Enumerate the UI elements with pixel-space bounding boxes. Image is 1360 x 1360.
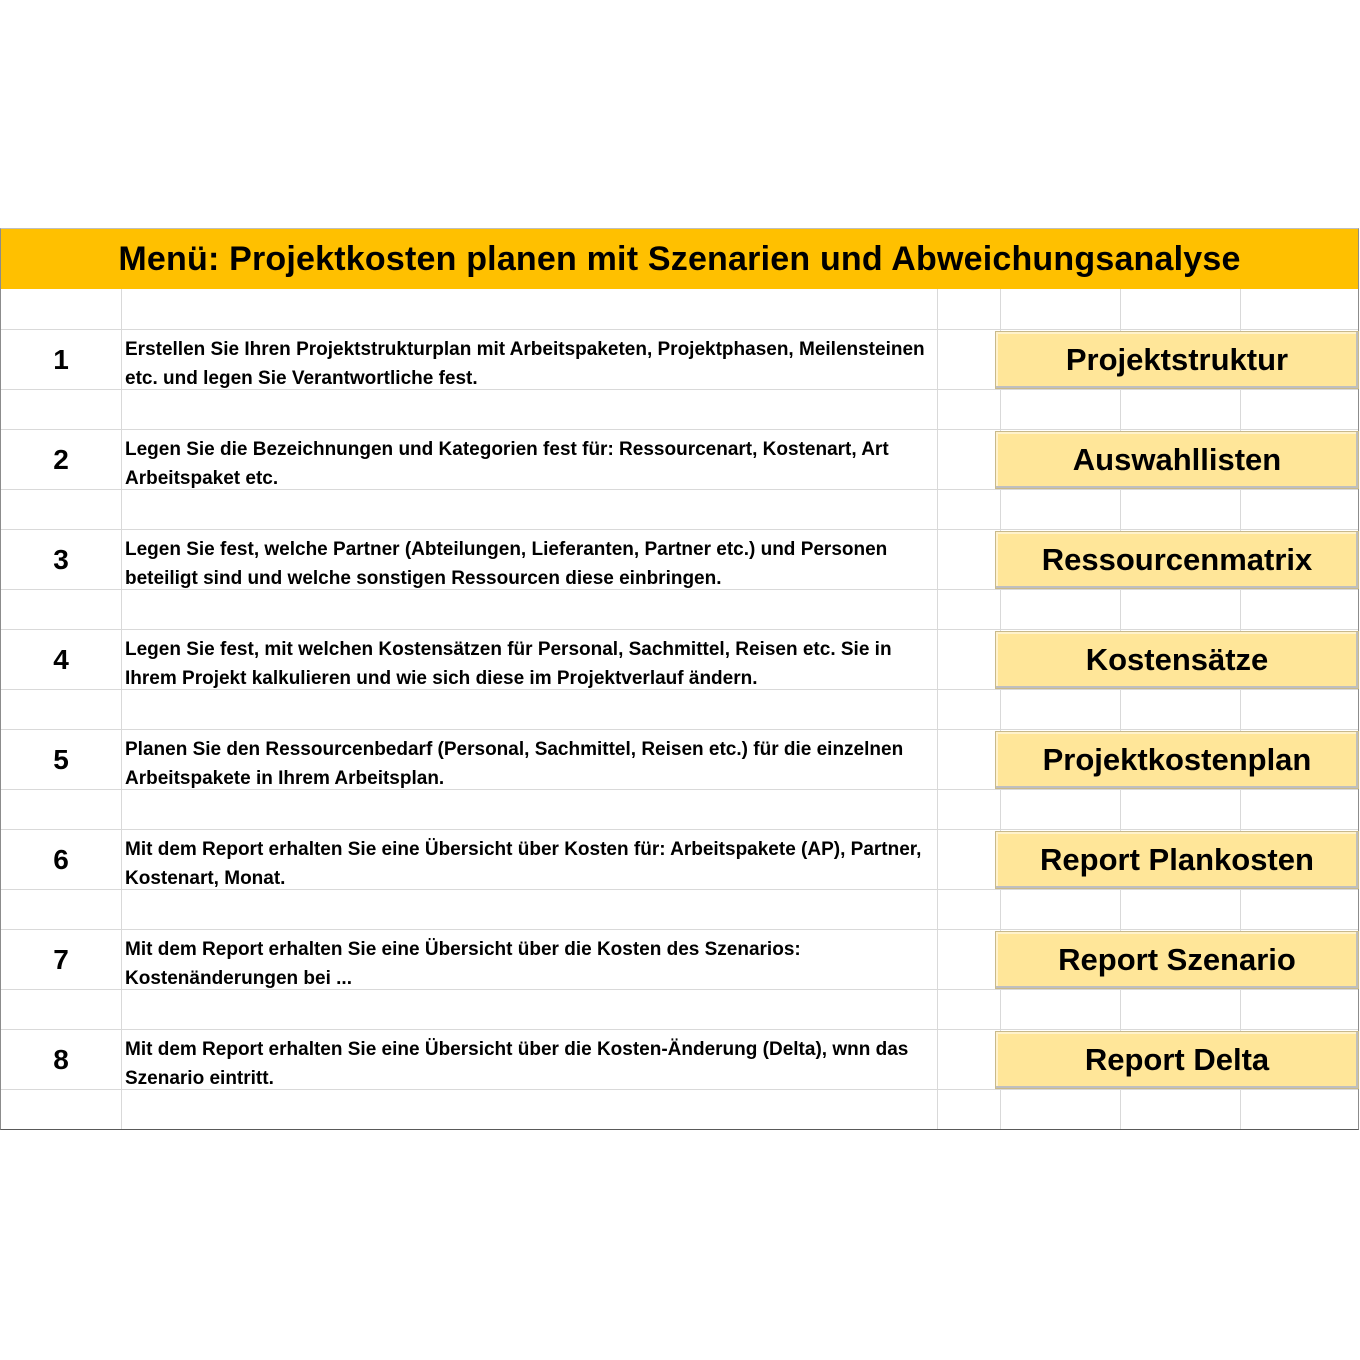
step-description: Planen Sie den Ressourcenbedarf (Personal, Sachmittel, Reisen etc.) für die einzelnen Arbeitspakete in Ihrem Arbeitsplan. — [125, 739, 904, 789]
report-plankosten-button[interactable]: Report Plankosten — [995, 831, 1359, 889]
gridline — [1240, 289, 1241, 1129]
menu-sheet — [0, 228, 1359, 1130]
step-row-7 — [1, 930, 1358, 990]
gridline — [1120, 289, 1121, 1129]
step-description: Legen Sie fest, welche Partner (Abteilungen, Lieferanten, Partner etc.) und Personen beteiligt sind und welche sonstigen Ressourcen diese einbringen. — [125, 539, 888, 589]
step-description: Legen Sie die Bezeichnungen und Kategorien fest für: Ressourcenart, Kostenart, Art Arbeitspaket etc. — [125, 439, 889, 489]
gridline — [1000, 289, 1001, 1129]
step-number: 2 — [53, 444, 69, 475]
step-row-2 — [1, 430, 1358, 490]
step-row-3 — [1, 530, 1358, 590]
report-delta-button[interactable]: Report Delta — [995, 1031, 1359, 1089]
step-number: 7 — [53, 944, 69, 975]
step-row-4 — [1, 630, 1358, 690]
step-row-1 — [1, 330, 1358, 390]
step-description: Mit dem Report erhalten Sie eine Übersicht über Kosten für: Arbeitspakete (AP), Partner, Kostenart, Monat. — [125, 839, 922, 889]
page-title: Menü: Projektkosten planen mit Szenarien und Abweichungsanalyse — [1, 229, 1358, 289]
gridline — [121, 289, 122, 1129]
step-row-6 — [1, 830, 1358, 890]
auswahllisten-button[interactable]: Auswahllisten — [995, 431, 1359, 489]
step-number: 8 — [53, 1044, 69, 1075]
step-row-8 — [1, 1030, 1358, 1090]
step-description: Mit dem Report erhalten Sie eine Übersicht über die Kosten des Szenarios: Kostenänderungen bei ... — [125, 939, 801, 989]
step-description: Legen Sie fest, mit welchen Kostensätzen für Personal, Sachmittel, Reisen etc. Sie in Ihrem Projekt kalkulieren und wie sich diese im Projektverlauf ändern. — [125, 639, 892, 689]
kostensaetze-button[interactable]: Kostensätze — [995, 631, 1359, 689]
step-number: 3 — [53, 544, 69, 575]
step-description: Mit dem Report erhalten Sie eine Übersicht über die Kosten-Änderung (Delta), wnn das Szenario eintritt. — [125, 1039, 909, 1089]
step-row-5 — [1, 730, 1358, 790]
step-number: 6 — [53, 844, 69, 875]
gridline — [937, 289, 938, 1129]
menu-grid — [1, 289, 1358, 1129]
step-description: Erstellen Sie Ihren Projektstrukturplan mit Arbeitspaketen, Projektphasen, Meilensteinen etc. und legen Sie Verantwortliche fest. — [125, 339, 925, 389]
step-number: 4 — [53, 644, 69, 675]
step-number: 1 — [53, 344, 69, 375]
projektkostenplan-button[interactable]: Projektkostenplan — [995, 731, 1359, 789]
ressourcenmatrix-button[interactable]: Ressourcenmatrix — [995, 531, 1359, 589]
step-number: 5 — [53, 744, 69, 775]
report-szenario-button[interactable]: Report Szenario — [995, 931, 1359, 989]
projektstruktur-button[interactable]: Projektstruktur — [995, 331, 1359, 389]
